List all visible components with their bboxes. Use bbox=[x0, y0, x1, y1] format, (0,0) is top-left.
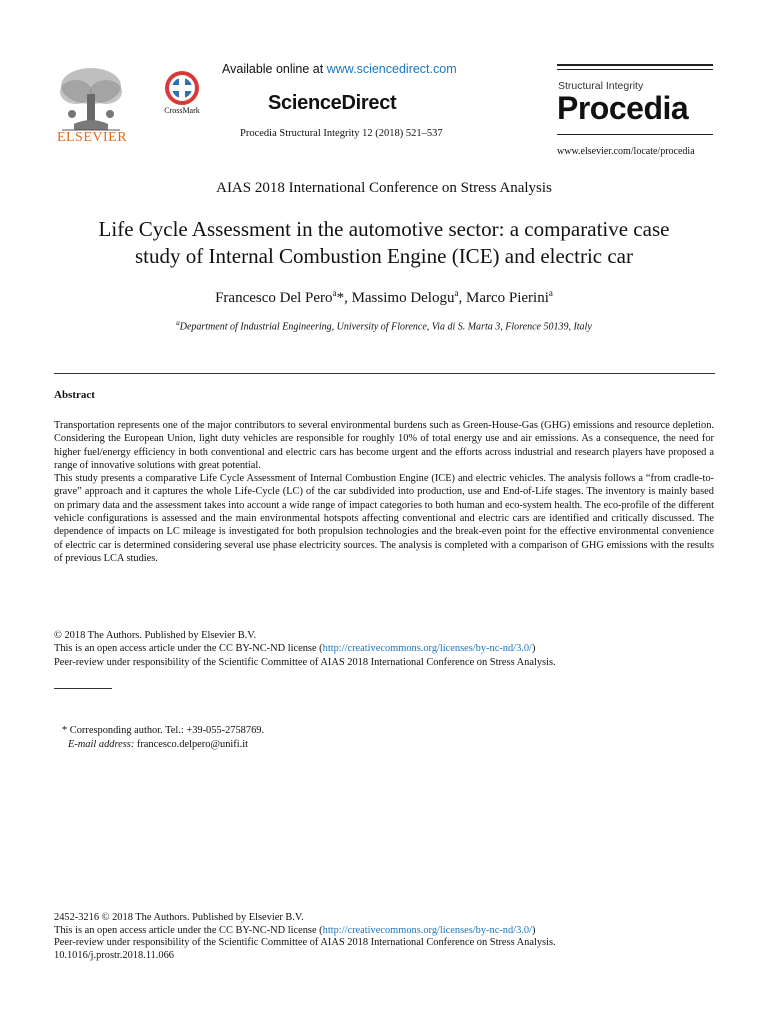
crossmark-label: CrossMark bbox=[164, 106, 200, 115]
available-online bbox=[222, 62, 457, 76]
affiliation-sup: a bbox=[176, 319, 180, 327]
paper-title bbox=[40, 216, 728, 270]
abstract-body bbox=[54, 419, 714, 565]
title-line: Life Cycle Assessment in the automotive sector: a comparative case bbox=[98, 217, 670, 241]
license-suffix: ) bbox=[531, 643, 536, 655]
corresponding-author: * Corresponding author. Tel.: +39-055-2758769. bbox=[62, 725, 265, 736]
abstract-heading: Abstract bbox=[54, 389, 95, 401]
license-link[interactable]: http://creativecommons.org/licenses/by-nc-nd/3.0/ bbox=[322, 643, 532, 655]
footer-license-prefix: This is an open access article under the CC BY-NC-ND license ( bbox=[54, 924, 323, 936]
masthead-rule bbox=[557, 69, 713, 70]
affiliation-text: Department of Industrial Engineering, University of Florence, Via di S. Marta 3, Florence 50139, Italy bbox=[179, 321, 592, 333]
section-rule bbox=[54, 373, 715, 374]
email-label: E-mail address: bbox=[68, 739, 135, 750]
author-name: Marco Pierini bbox=[465, 290, 549, 306]
author-affil-sup: a bbox=[548, 288, 553, 298]
author-separator: , bbox=[344, 290, 352, 306]
masthead-rule bbox=[557, 64, 713, 66]
license-prefix: This is an open access article under the CC BY-NC-ND license ( bbox=[54, 643, 323, 655]
copyright-line: © 2018 The Authors. Published by Elsevier B.V. bbox=[54, 630, 257, 641]
corresponding-mark: * bbox=[336, 290, 345, 306]
footer-license-line bbox=[54, 925, 714, 938]
footer-license-suffix: ) bbox=[531, 924, 536, 936]
footnote-rule bbox=[54, 688, 112, 689]
page-footer bbox=[54, 912, 714, 962]
available-prefix: Available online at bbox=[222, 62, 327, 76]
author-affil-sup: a bbox=[454, 288, 459, 298]
journal-name: Procedia bbox=[557, 90, 689, 126]
email-address[interactable]: francesco.delpero@unifi.it bbox=[134, 739, 248, 750]
footer-peer-review: Peer-review under responsibility of the Scientific Committee of AIAS 2018 International Conference on Stress Analysis. bbox=[54, 937, 556, 949]
title-line: study of Internal Combustion Engine (ICE) and electric car bbox=[134, 244, 633, 268]
copyright-block bbox=[54, 629, 714, 669]
abstract-paragraph: Transportation represents one of the major contributors to several environmental burdens such as Green-House-Gas (GHG) emissions and resource depletion. Considering the European Union, light duty vehicles are responsible for roughly 10% of total energy use and air emissions. As a consequence, the need for higher fuel/energy efficiency in both conventional and electric cars has become urgent and the efforts across industrial and research players have proposed a range of innovative solutions with great potential. bbox=[54, 420, 714, 471]
sciencedirect-link[interactable]: www.sciencedirect.com bbox=[326, 62, 457, 76]
publisher-name: ELSEVIER bbox=[56, 130, 128, 145]
affiliation bbox=[0, 319, 768, 332]
peer-review-line: Peer-review under responsibility of the Scientific Committee of AIAS 2018 International Conference on Stress Analysis. bbox=[54, 656, 556, 668]
footer-license-link[interactable]: http://creativecommons.org/licenses/by-nc-nd/3.0/ bbox=[322, 924, 532, 936]
masthead-rule bbox=[557, 134, 713, 135]
email-line bbox=[62, 738, 264, 752]
sciencedirect-brand: ScienceDirect bbox=[268, 92, 397, 114]
issn-line: 2452-3216 © 2018 The Authors. Published by Elsevier B.V. bbox=[54, 912, 304, 923]
journal-url[interactable]: www.elsevier.com/locate/procedia bbox=[557, 146, 695, 157]
footnote bbox=[62, 724, 264, 752]
author-separator: , bbox=[458, 290, 466, 306]
author-affil-sup: a bbox=[332, 288, 337, 298]
license-line bbox=[54, 642, 714, 655]
journal-series: Structural Integrity bbox=[558, 80, 644, 92]
doi[interactable]: 10.1016/j.prostr.2018.11.066 bbox=[54, 949, 174, 961]
conference-name: AIAS 2018 International Conference on Stress Analysis bbox=[216, 180, 552, 196]
author-list bbox=[0, 288, 768, 307]
author-name: Massimo Delogu bbox=[351, 290, 455, 306]
author-name: Francesco Del Pero bbox=[215, 290, 333, 306]
journal-reference: Procedia Structural Integrity 12 (2018) 521–537 bbox=[240, 128, 443, 139]
abstract-paragraph: This study presents a comparative Life Cycle Assessment of Internal Combustion Engine (ICE) and electric vehicles. The analysis follows a “from cradle-to-grave” approach and it captures the whole Life-Cycle (LC) of the car subdivided into production, use and End-of-Life stages. The inventory is mainly based on primary data and the assessment takes into account a wide range of impact categories to both human and eco-system health. The eco-profile of the different vehicle configurations is assessed and the main environmental hotspots affecting conventional and electric cars are identified and critically discussed. The dependence of impacts on LC mileage is investigated for both propulsion technologies and the break-even point for the effective environmental convenience of electric car is determined considering several use phase electricity sources. The analysis is completed with a comparison of GHG emissions with the results of previous LCA studies. bbox=[54, 473, 714, 564]
